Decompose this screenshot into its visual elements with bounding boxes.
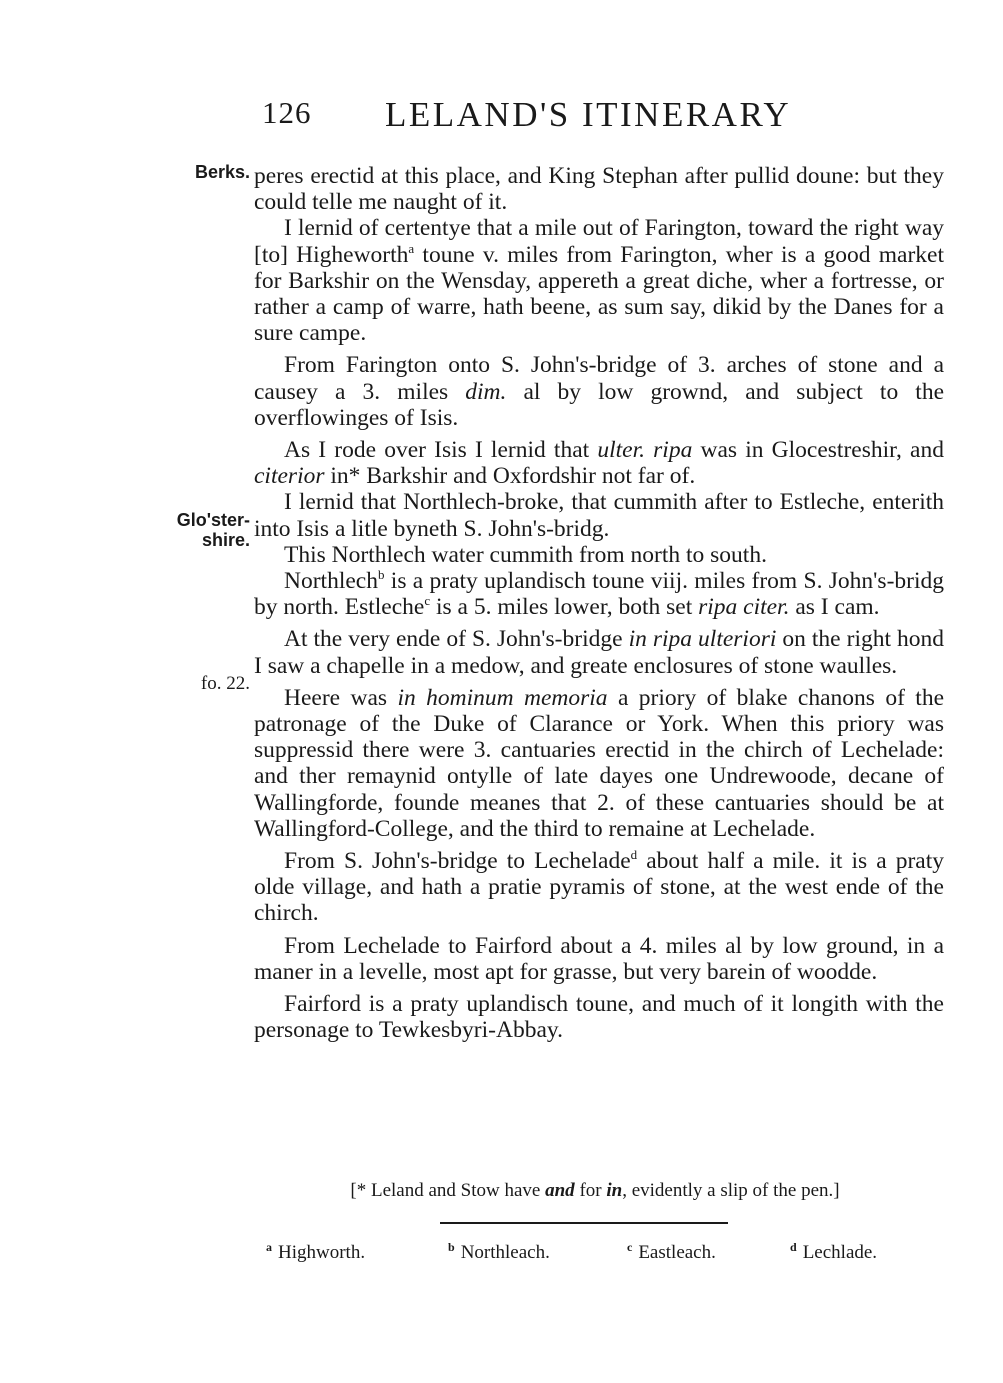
footnote: $^d$ Lechlade. (790, 1240, 878, 1263)
footnote-marker: b (377, 567, 385, 583)
footnote-divider (440, 1222, 728, 1224)
editor-note: [* Leland and Stow have and for in, evidently a slip of the pen.] (350, 1180, 840, 1201)
margin-note-gloucestershire (140, 510, 250, 550)
paragraph: Heere was in hominum memoria a priory of blake chanons of the patronage of the Duke of Clarance or York. When this priory was suppressid there were 3. cantuaries erectid in the chirch of Lechelade: and ther remaynid ontylle of late dayes one Undrewoode, decane of Wallingforde, founde meanes that 2. of these cantuaries should be at Wallingford-College, and the third to remaine at Lechelade. (254, 684, 945, 842)
margin-note-line: Glo'ster- (176, 510, 250, 530)
paragraph: Northlech$^b$ is a praty uplandisch toune viij. miles from S. John's-bridg by north. Estleche$^c$ is a 5. miles lower, both set ripa citer. as I cam. (254, 567, 944, 621)
footnotes (262, 1240, 922, 1270)
footnote-marker: a (408, 240, 415, 256)
margin-note-folio: fo. 22. (200, 673, 250, 694)
paragraph: I lernid that Northlech-broke, that cummith after to Estleche, enterith into Isis a litle byneth S. John's-bridg. (254, 489, 944, 542)
main-text (254, 163, 944, 1044)
paragraph: At the very ende of S. John's-bridge in ripa ulteriori on the right hond I saw a chapelle in a medow, and greate enclosures of stone waulles. (254, 626, 945, 679)
running-title: LELAND'S ITINERARY (385, 95, 792, 134)
paragraph: peres erectid at this place, and King Stephan after pullid doune: but they could telle me naught of it. (254, 163, 944, 216)
page-number: 126 (262, 95, 312, 130)
footnote-marker: c (424, 593, 431, 609)
paragraph: This Northlech water cummith from north to south. (284, 541, 767, 568)
margin-note-line: shire. (201, 530, 250, 550)
paragraph: From Farington onto S. John's-bridge of 3. arches of stone and a causey a 3. miles dim. al by low grownd, and subject to the overflowinges of Isis. (254, 352, 944, 431)
footnote-marker: d (630, 847, 638, 863)
paragraph: As I rode over Isis I lernid that ulter. ripa was in Glocestreshir, and citerior in* Barkshir and Oxfordshir not far of. (254, 437, 944, 490)
paragraph: From S. John's-bridge to Lechelade$^d$ about half a mile. it is a praty olde village, and hath a pratie pyramis of stone, at the west ende of the chirch. (254, 847, 944, 927)
paragraph: I lernid of certentye that a mile out of Farington, toward the right way [to] Higheworth$^a$ toune v. miles from Farington, wher is a good market for Barkshir on the Wensday, appereth a great diche, wher a fortresse, or rather a camp of warre, hath beene, as sum say, dikid by the Danes for a sure campe. (254, 215, 944, 347)
page-header (258, 95, 858, 145)
paragraph: From Lechelade to Fairford about a 4. miles al by low ground, in a maner in a levelle, most apt for grasse, but very barein of woodde. (254, 932, 944, 985)
footnote: $^c$ Eastleach. (627, 1240, 716, 1263)
paragraph: Fairford is a praty uplandisch toune, and much of it longith with the personage to Tewkesbyri-Abbay. (254, 991, 944, 1044)
footnote: $^b$ Northleach. (448, 1240, 550, 1263)
margin-note-berks: Berks. (194, 162, 250, 182)
footnote: $^a$ Highworth. (266, 1240, 366, 1263)
